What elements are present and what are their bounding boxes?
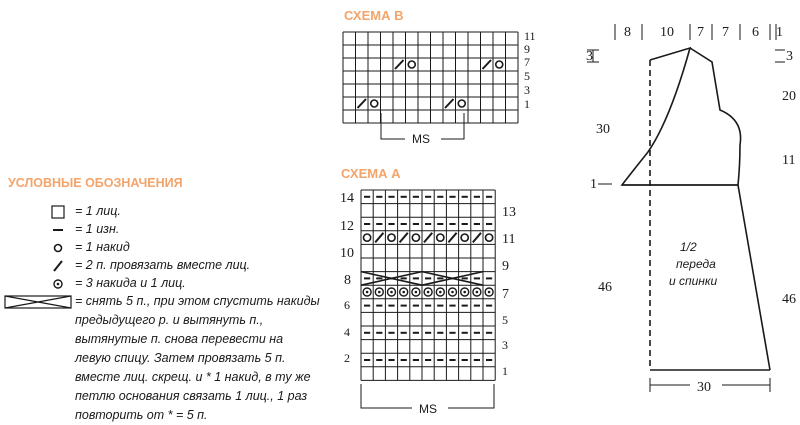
scheme-a-right-numbers: [502, 205, 516, 378]
scheme-b-row-1: 1: [524, 97, 530, 111]
scheme-b-row-9: 9: [524, 42, 530, 56]
yarnover-mark: [461, 234, 468, 241]
scheme-b-row-5: 5: [524, 69, 530, 83]
pattern-left-dim-1: 1: [590, 177, 597, 192]
pattern-right-dim-11: 11: [782, 153, 796, 168]
k2tog-mark: [395, 60, 404, 69]
scheme-a-row-9: 9: [502, 259, 509, 274]
scheme-a-row-5: 5: [502, 313, 508, 327]
scheme-b-row-11: 11: [524, 29, 536, 43]
pattern-right-dimension: [775, 50, 785, 62]
pattern-right-dim-3: 3: [786, 49, 793, 64]
three-yo-dot: [378, 291, 381, 294]
k2tog-mark: [445, 99, 454, 108]
pattern-left-dim-3: 3: [586, 49, 593, 64]
scheme-a-row-11: 11: [502, 232, 516, 247]
scheme-a-row-10: 10: [340, 246, 354, 261]
scheme-b-row-3: 3: [524, 83, 530, 97]
dash-purl-icon: [51, 223, 65, 237]
pattern-dim-1: 1: [776, 25, 783, 40]
scheme-b-row-numbers: [524, 29, 536, 111]
legend-item-three-yo: = 3 накида и 1 лиц.: [75, 276, 186, 290]
yarnover-mark: [364, 234, 371, 241]
yarnover-mark: [412, 234, 419, 241]
three-yo-dot: [476, 291, 479, 294]
circle-yarnover-icon: [51, 241, 65, 255]
pattern-dim-7a: 7: [697, 25, 704, 40]
cross-cable-icon: [4, 295, 72, 309]
scheme-b-row-7: 7: [524, 55, 530, 69]
slash-k2tog-icon: [51, 259, 65, 273]
legend-item-yarnover: = 1 накид: [75, 240, 130, 254]
three-yo-dot: [439, 291, 442, 294]
three-yo-dot: [366, 291, 369, 294]
three-yo-dot: [390, 291, 393, 294]
scheme-b-grid: [343, 32, 518, 123]
three-yo-dot: [463, 291, 466, 294]
pattern-label-back: и спинки: [669, 274, 718, 288]
yarnover-mark: [437, 234, 444, 241]
pattern-bottom-dim-30: 30: [697, 380, 711, 395]
k2tog-mark: [473, 233, 481, 243]
scheme-a-row-4: 4: [344, 325, 350, 339]
scheme-a-row-12: 12: [340, 219, 354, 234]
three-yo-dot: [402, 291, 405, 294]
legend-item-knit: = 1 лиц.: [75, 204, 121, 218]
scheme-a-row-14: 14: [340, 191, 354, 206]
pattern-right-dim-46: 46: [782, 292, 796, 307]
pattern-left-dimension: [587, 50, 612, 184]
circle-dot-icon: [51, 277, 65, 291]
pattern-label-fraction: 1/2: [680, 240, 697, 254]
three-yo-dot: [451, 291, 454, 294]
scheme-a-left-numbers: [340, 191, 354, 365]
legend-item-purl: = 1 изн.: [75, 222, 120, 236]
k2tog-mark: [448, 233, 456, 243]
square-knit-icon: [51, 205, 65, 219]
scheme-a-row-13: 13: [502, 205, 516, 220]
legend-item-k2tog: = 2 п. провязать вместе лиц.: [75, 258, 251, 272]
k2tog-mark: [400, 233, 408, 243]
scheme-a-row-2: 2: [344, 351, 350, 365]
scheme-a-row-7: 7: [502, 287, 509, 302]
yarnover-mark: [408, 61, 415, 68]
yarnover-mark: [371, 100, 378, 107]
scheme-a-row-6: 6: [344, 298, 350, 312]
scheme-a-row-1: 1: [502, 364, 508, 378]
scheme-a-symbols: [361, 197, 493, 360]
yarnover-mark: [496, 61, 503, 68]
k2tog-mark: [483, 60, 492, 69]
scheme-a-row-3: 3: [502, 338, 508, 352]
pattern-left-dim-30: 30: [596, 122, 610, 137]
pattern-left-dim-46: 46: [598, 280, 612, 295]
three-yo-dot: [415, 291, 418, 294]
pattern-label-front: переда: [676, 257, 716, 271]
scheme-a-grid: [361, 190, 495, 380]
pattern-dim-8: 8: [624, 25, 631, 40]
scheme-b-title: СХЕМА В: [344, 8, 404, 23]
yarnover-mark: [458, 100, 465, 107]
pattern-dim-10: 10: [660, 25, 674, 40]
k2tog-mark: [375, 233, 383, 243]
legend-title: УСЛОВНЫЕ ОБОЗНАЧЕНИЯ: [8, 176, 183, 190]
scheme-a-title: СХЕМА А: [341, 166, 401, 181]
three-yo-dot: [488, 291, 491, 294]
legend-item-cable: = снять 5 п., при этом спустить накиды предыдущего р. и вытянуть п., вытянутые п. снова перевести на левую спицу. Затем провязать 5 п. вместе лиц. скрещ. и * 1 накид, в ту же петлю основания связать 1 лиц., 1 раз повторить от * = 5 п.: [75, 294, 320, 422]
pattern-outline: [622, 48, 770, 370]
scheme-a-row-8: 8: [344, 273, 351, 288]
scheme-a-ms-label: MS: [419, 402, 437, 416]
pattern-dim-7b: 7: [722, 25, 729, 40]
pattern-dim-6: 6: [752, 25, 759, 40]
pattern-right-dim-20: 20: [782, 89, 796, 104]
yarnover-mark: [486, 234, 493, 241]
yarnover-mark: [388, 234, 395, 241]
scheme-b-ms-label: MS: [412, 132, 430, 146]
k2tog-mark: [358, 99, 367, 108]
k2tog-mark: [424, 233, 432, 243]
three-yo-dot: [427, 291, 430, 294]
legend: [0, 0, 330, 420]
